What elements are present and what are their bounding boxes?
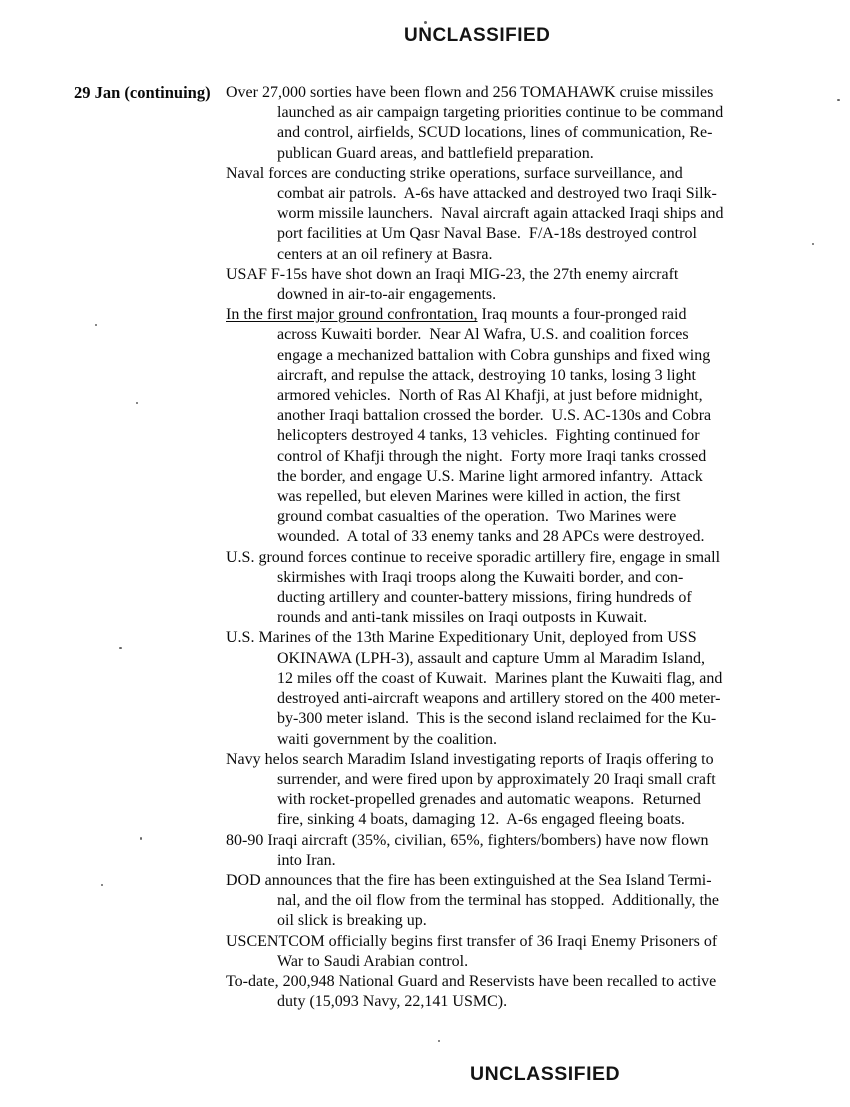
date-label: 29 Jan (continuing)	[74, 83, 211, 102]
scan-speck	[119, 647, 122, 649]
document-line: Over 27,000 sorties have been flown and 256 TOMAHAWK cruise missiles	[226, 84, 714, 101]
document-line: USCENTCOM officially begins first transfer of 36 Iraqi Enemy Prisoners of	[226, 932, 718, 950]
document-line: waiti government by the coalition.	[277, 730, 497, 748]
document-line: rounds and anti-tank missiles on Iraqi outposts in Kuwait.	[277, 609, 648, 627]
document-line: War to Saudi Arabian control.	[277, 952, 469, 970]
document-line: another Iraqi battalion crossed the border. U.S. AC-130s and Cobra	[277, 407, 712, 425]
document-line: worm missile launchers. Naval aircraft again attacked Iraqi ships and	[277, 205, 724, 223]
document-line: oil slick is breaking up.	[277, 912, 427, 930]
document-line: duty (15,093 Navy, 22,141 USMC).	[277, 993, 508, 1011]
document-line: aircraft, and repulse the attack, destroying 10 tanks, losing 3 light	[277, 366, 696, 384]
document-line: wounded. A total of 33 enemy tanks and 28 APCs were destroyed.	[277, 528, 705, 546]
document-line: DOD announces that the fire has been extinguished at the Sea Island Termi-	[226, 871, 712, 889]
document-line: To-date, 200,948 National Guard and Reservists have been recalled to active	[226, 972, 717, 990]
document-line: by-300 meter island. This is the second island reclaimed for the Ku-	[277, 710, 717, 728]
underlined-text: In the first major ground confrontation,	[226, 306, 478, 324]
document-line: In the first major ground confrontation, Iraq mounts a four-pronged raid	[226, 306, 687, 324]
document-line: into Iran.	[277, 851, 336, 869]
document-line: destroyed anti-aircraft weapons and artillery stored on the 400 meter-	[277, 690, 721, 708]
document-line: skirmishes with Iraqi troops along the Kuwaiti border, and con-	[277, 568, 684, 586]
document-line: centers at an oil refinery at Basra.	[277, 245, 493, 263]
scan-speck	[424, 21, 427, 24]
document-line: surrender, and were fired upon by approximately 20 Iraqi small craft	[277, 770, 716, 788]
document-line: nal, and the oil flow from the terminal has stopped. Additionally, the	[277, 892, 719, 910]
scan-speck	[438, 1040, 440, 1042]
document-line: combat air patrols. A-6s have attacked and destroyed two Iraqi Silk-	[277, 185, 717, 203]
document-line: engage a mechanized battalion with Cobra gunships and fixed wing	[277, 346, 711, 364]
document-line: publican Guard areas, and battlefield preparation.	[277, 144, 594, 162]
document-line: helicopters destroyed 4 tanks, 13 vehicles. Fighting continued for	[277, 427, 700, 445]
scan-speck	[140, 837, 142, 840]
scan-speck	[95, 324, 97, 326]
document-line: control of Khafji through the night. Forty more Iraqi tanks crossed	[277, 447, 707, 465]
document-line: and control, airfields, SCUD locations, lines of communication, Re-	[277, 124, 713, 142]
document-line: 80-90 Iraqi aircraft (35%, civilian, 65%, fighters/bombers) have now flown	[226, 831, 709, 849]
document-line: armored vehicles. North of Ras Al Khafji, at just before midnight,	[277, 387, 703, 405]
classification-header: UNCLASSIFIED	[404, 25, 551, 46]
document-line: the border, and engage U.S. Marine light armored infantry. Attack	[277, 467, 703, 485]
scan-speck	[136, 402, 138, 404]
document-line: USAF F-15s have shot down an Iraqi MIG-23, the 27th enemy aircraft	[226, 265, 679, 283]
document-line: OKINAWA (LPH-3), assault and capture Umm al Maradim Island,	[277, 649, 705, 667]
document-line: with rocket-propelled grenades and automatic weapons. Returned	[277, 791, 701, 809]
classification-footer: UNCLASSIFIED	[470, 1063, 621, 1085]
document-line: downed in air-to-air engagements.	[277, 286, 497, 304]
document-line: port facilities at Um Qasr Naval Base. F/A-18s destroyed control	[277, 225, 697, 243]
document-line: Naval forces are conducting strike operations, surface surveillance, and	[226, 164, 683, 182]
document-line: 12 miles off the coast of Kuwait. Marines plant the Kuwaiti flag, and	[277, 669, 723, 687]
document-line: launched as air campaign targeting priorities continue to be command	[277, 104, 724, 122]
scan-speck	[837, 99, 840, 101]
document-line: across Kuwaiti border. Near Al Wafra, U.S. and coalition forces	[277, 326, 689, 344]
scan-speck	[101, 884, 103, 886]
entries-list	[226, 83, 816, 1012]
document-line: ducting artillery and counter-battery missions, firing hundreds of	[277, 589, 692, 607]
scan-speck	[812, 243, 814, 245]
document-line: fire, sinking 4 boats, damaging 12. A-6s engaged fleeing boats.	[277, 811, 685, 829]
document-line: was repelled, but eleven Marines were killed in action, the first	[277, 488, 681, 506]
document-line: U.S. Marines of the 13th Marine Expeditionary Unit, deployed from USS	[226, 629, 697, 647]
document-line: Navy helos search Maradim Island investigating reports of Iraqis offering to	[226, 750, 714, 768]
document-line: ground combat casualties of the operation. Two Marines were	[277, 508, 677, 526]
document-line: U.S. ground forces continue to receive sporadic artillery fire, engage in small	[226, 548, 721, 566]
